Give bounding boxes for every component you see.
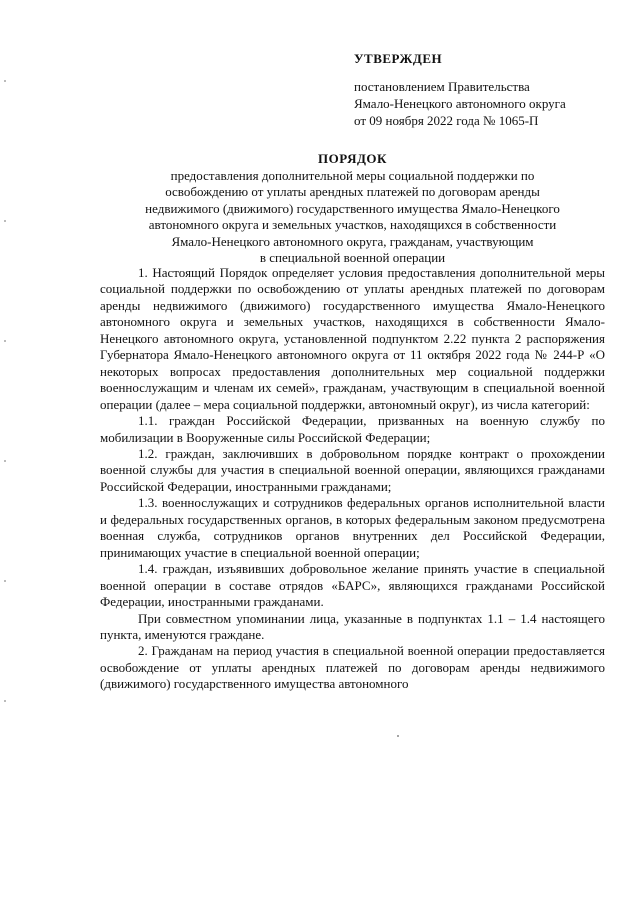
paragraph-1-4: 1.4. граждан, изъявивших добровольное желание принять участие в специальной военной операции в составе отрядов «БАРС», являющихся гражданами Российской Федерации, иностранными гражданами.	[100, 561, 605, 610]
paragraph-joint-mention: При совместном упоминании лица, указанные в подпунктах 1.1 – 1.4 настоящего пункта, именуются граждане.	[100, 610, 605, 642]
title-heading: ПОРЯДОК	[318, 151, 387, 166]
paragraph-2: 2. Гражданам на период участия в специальной военной операции предоставляется освобождение от уплаты арендных платежей по договорам аренды недвижимого (движимого) государственного имущества автономного	[100, 643, 605, 692]
title-line: Ямало-Ненецкого автономного округа, гражданам, участвующим	[171, 233, 534, 249]
document-body	[100, 265, 605, 693]
approval-line-3: от 09 ноября 2022 года № 1065-П	[354, 113, 539, 128]
approval-line-2: Ямало-Ненецкого автономного округа	[354, 96, 566, 111]
scan-speck	[397, 735, 399, 737]
document-title	[100, 151, 605, 267]
title-line: в специальной военной операции	[259, 250, 446, 265]
paragraph-1-2: 1.2. граждан, заключивших в добровольном порядке контракт о прохождении военной службы для участия в специальной военной операции, являющихся гражданами Российской Федерации, иностранными гражданами;	[100, 445, 605, 494]
title-line: освобождению от уплаты арендных платежей по договорам аренды	[165, 184, 540, 199]
title-line: предоставления дополнительной меры социальной поддержки по	[170, 167, 535, 183]
approval-line-1: постановлением Правительства	[354, 79, 530, 94]
paragraph-1: 1. Настоящий Порядок определяет условия предоставления дополнительной меры социальной поддержки по освобождению от уплаты арендных платежей по договорам аренды недвижимого (движимого) государственного имущества Ямало-Ненецкого автономного округа и земельных участков, находящихся в собственности Ямало-Ненецкого автономного округа, установленной подпунктом 2.22 пункта 2 распоряжения Губернатора Ямало-Ненецкого автономного округа от 11 октября 2022 года № 244-Р «О некоторых вопросах предоставления дополнительных мер социальной поддержки военнослужащим и членам их семей», гражданам, участвующим в специальной военной операции (далее – мера социальной поддержки, автономный округ), из числа категорий:	[100, 265, 605, 412]
paragraph-1-1: 1.1. граждан Российской Федерации, призванных на военную службу по мобилизации в Вооруженные силы Российской Федерации;	[100, 413, 605, 445]
title-line: недвижимого (движимого) государственного имущества Ямало-Ненецкого	[145, 200, 560, 216]
scan-margin-marks	[4, 40, 7, 800]
title-line: автономного округа и земельных участков, находящихся в собственности	[148, 217, 557, 232]
paragraph-1-3: 1.3. военнослужащих и сотрудников федеральных органов исполнительной власти и федеральных государственных органов, в которых федеральным законом предусмотрена военная служба, сотрудников органов внутренних дел Российской Федерации, принимающих участие в специальной военной операции;	[100, 495, 605, 560]
approval-stamp	[354, 50, 566, 129]
approval-word: УТВЕРЖДЕН	[354, 51, 443, 66]
